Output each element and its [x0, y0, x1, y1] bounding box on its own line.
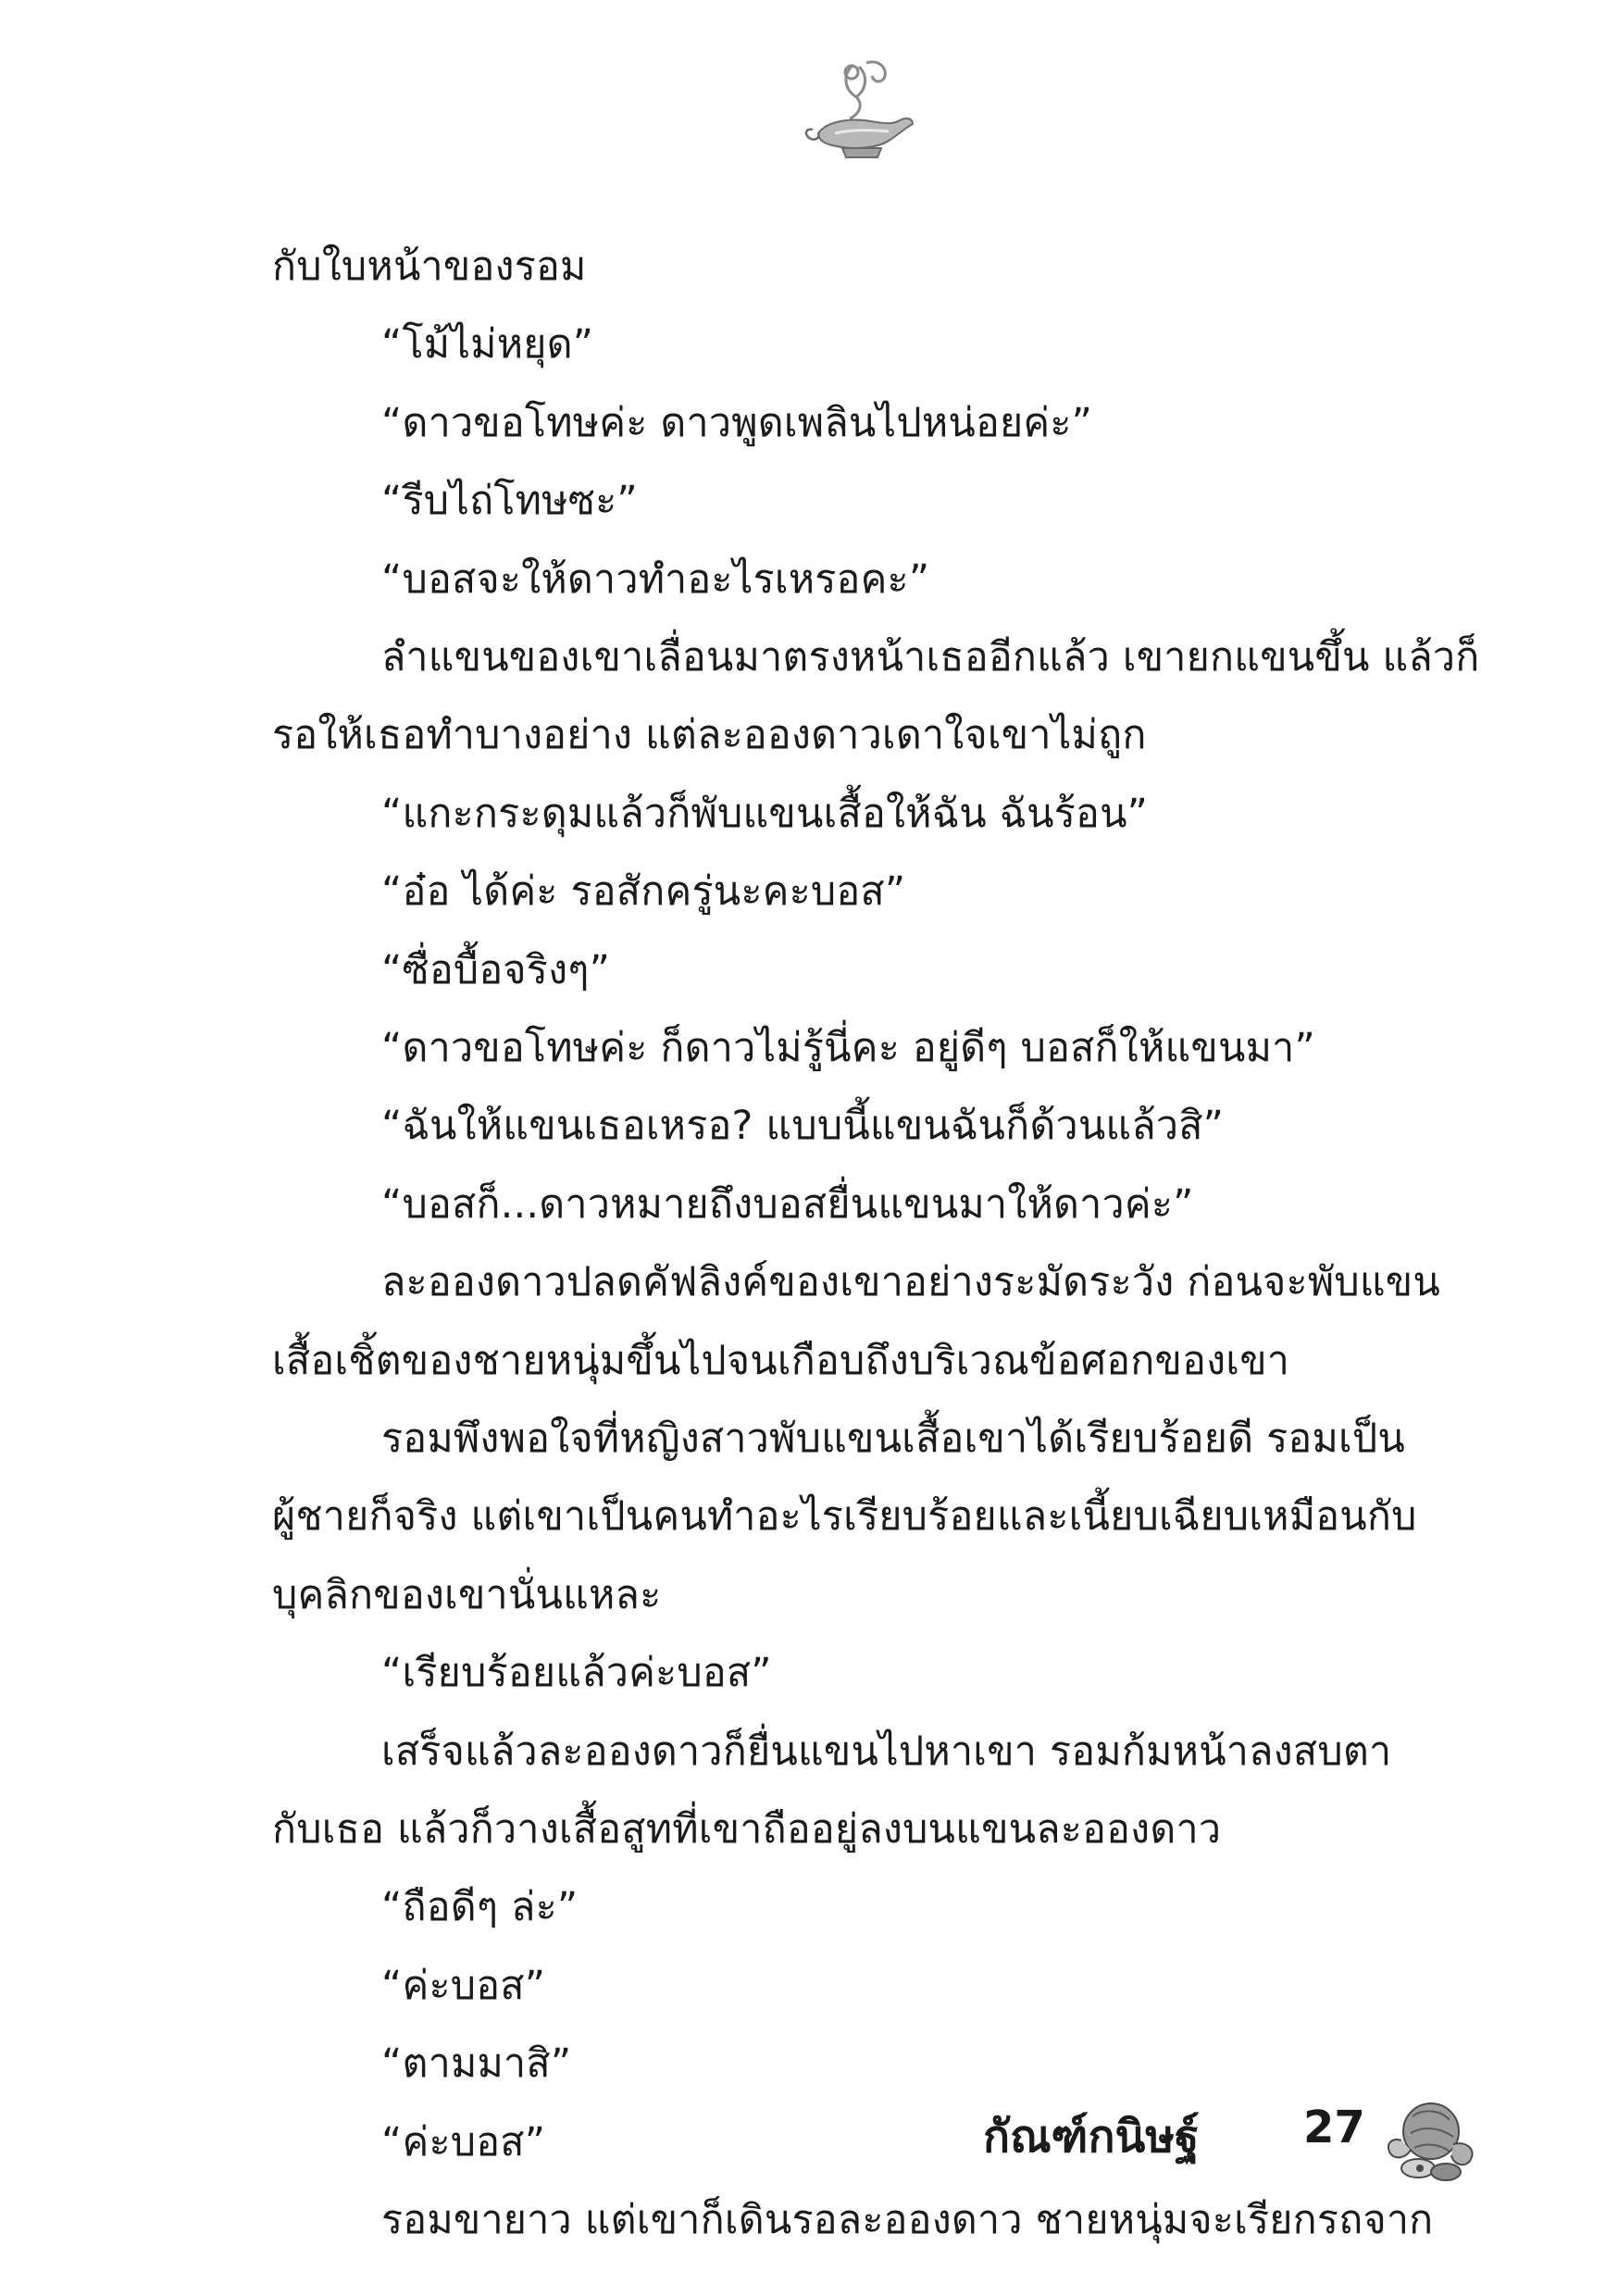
book-title: กัณฑ์กนิษฐ์ — [983, 2111, 1200, 2163]
text-line: “ตามมาสิ” — [381, 2040, 572, 2088]
text-line: “แกะกระดุมแล้วก็พับแขนเสื้อให้ฉัน ฉันร้อน” — [381, 790, 1149, 837]
text-line: “ดาวขอโทษค่ะ ดาวพูดเพลินไปหน่อยค่ะ” — [381, 399, 1093, 446]
text-line: รอมขายาว แต่เขาก็เดินรอละอองดาว ชายหนุ่มจะเรียกรถจาก — [381, 2197, 1434, 2243]
text-line: รอมพึงพอใจที่หญิงสาวพับแขนเสื้อเขาได้เรียบร้อยดี รอมเป็น — [381, 1416, 1405, 1462]
genie-lamp-icon — [798, 56, 918, 163]
text-line: “ซื่อบื้อจริงๆ” — [381, 946, 611, 993]
text-line: ละอองดาวปลดคัฟลิงค์ของเขาอย่างระมัดระวัง ก่อนจะพับแขน — [381, 1259, 1440, 1306]
floral-ornament-icon — [1374, 2089, 1485, 2190]
text-line: เสร็จแล้วละอองดาวก็ยื่นแขนไปหาเขา รอมก้มหน้าลงสบตา — [381, 1728, 1392, 1775]
text-line: “เรียบร้อยแล้วค่ะบอส” — [381, 1650, 772, 1697]
text-line: “โม้ไม่หยุด” — [381, 321, 594, 368]
text-line: กับใบหน้าของรอม — [272, 243, 587, 290]
text-line: บุคลิกของเขานั่นแหละ — [272, 1571, 662, 1618]
text-line: กับเธอ แล้วก็วางเสื้อสูทที่เขาถืออยู่ลงบนแขนละอองดาว — [272, 1806, 1222, 1853]
text-line: “บอสจะให้ดาวทำอะไรเหรอคะ” — [381, 555, 930, 603]
text-line: “ค่ะบอส” — [381, 2118, 546, 2165]
text-line: “อ๋อ ได้ค่ะ รอสักครู่นะคะบอส” — [381, 868, 906, 916]
text-line: ลำแขนของเขาเลื่อนมาตรงหน้าเธออีกแล้ว เขายกแขนขึ้น แล้วก็ — [381, 634, 1480, 680]
text-line: ผู้ชายก็จริง แต่เขาเป็นคนทำอะไรเรียบร้อยและเนี้ยบเฉียบเหมือนกับ — [272, 1493, 1417, 1541]
text-line: “ค่ะบอส” — [381, 1962, 546, 2009]
page-footer — [983, 2089, 1557, 2200]
text-line: “รีบไถ่โทษซะ” — [381, 478, 638, 525]
text-line: “ฉันให้แขนเธอเหรอ? แบบนี้แขนฉันก็ด้วนแล้วสิ” — [381, 1103, 1225, 1150]
text-line: “ถือดีๆ ล่ะ” — [381, 1884, 579, 1931]
text-line: “ดาวขอโทษค่ะ ก็ดาวไม่รู้นี่คะ อยู่ดีๆ บอสก็ให้แขนมา” — [381, 1025, 1315, 1071]
page-number: 27 — [1303, 2102, 1365, 2153]
text-line: รอให้เธอทำบางอย่าง แต่ละอองดาวเดาใจเขาไม่ถูก — [272, 712, 1147, 759]
text-line: เสื้อเชิ้ตของชายหนุ่มขึ้นไปจนเกือบถึงบริเวณข้อศอกของเขา — [272, 1337, 1290, 1384]
text-line: “บอสก็...ดาวหมายถึงบอสยื่นแขนมาให้ดาวค่ะ” — [381, 1180, 1194, 1228]
